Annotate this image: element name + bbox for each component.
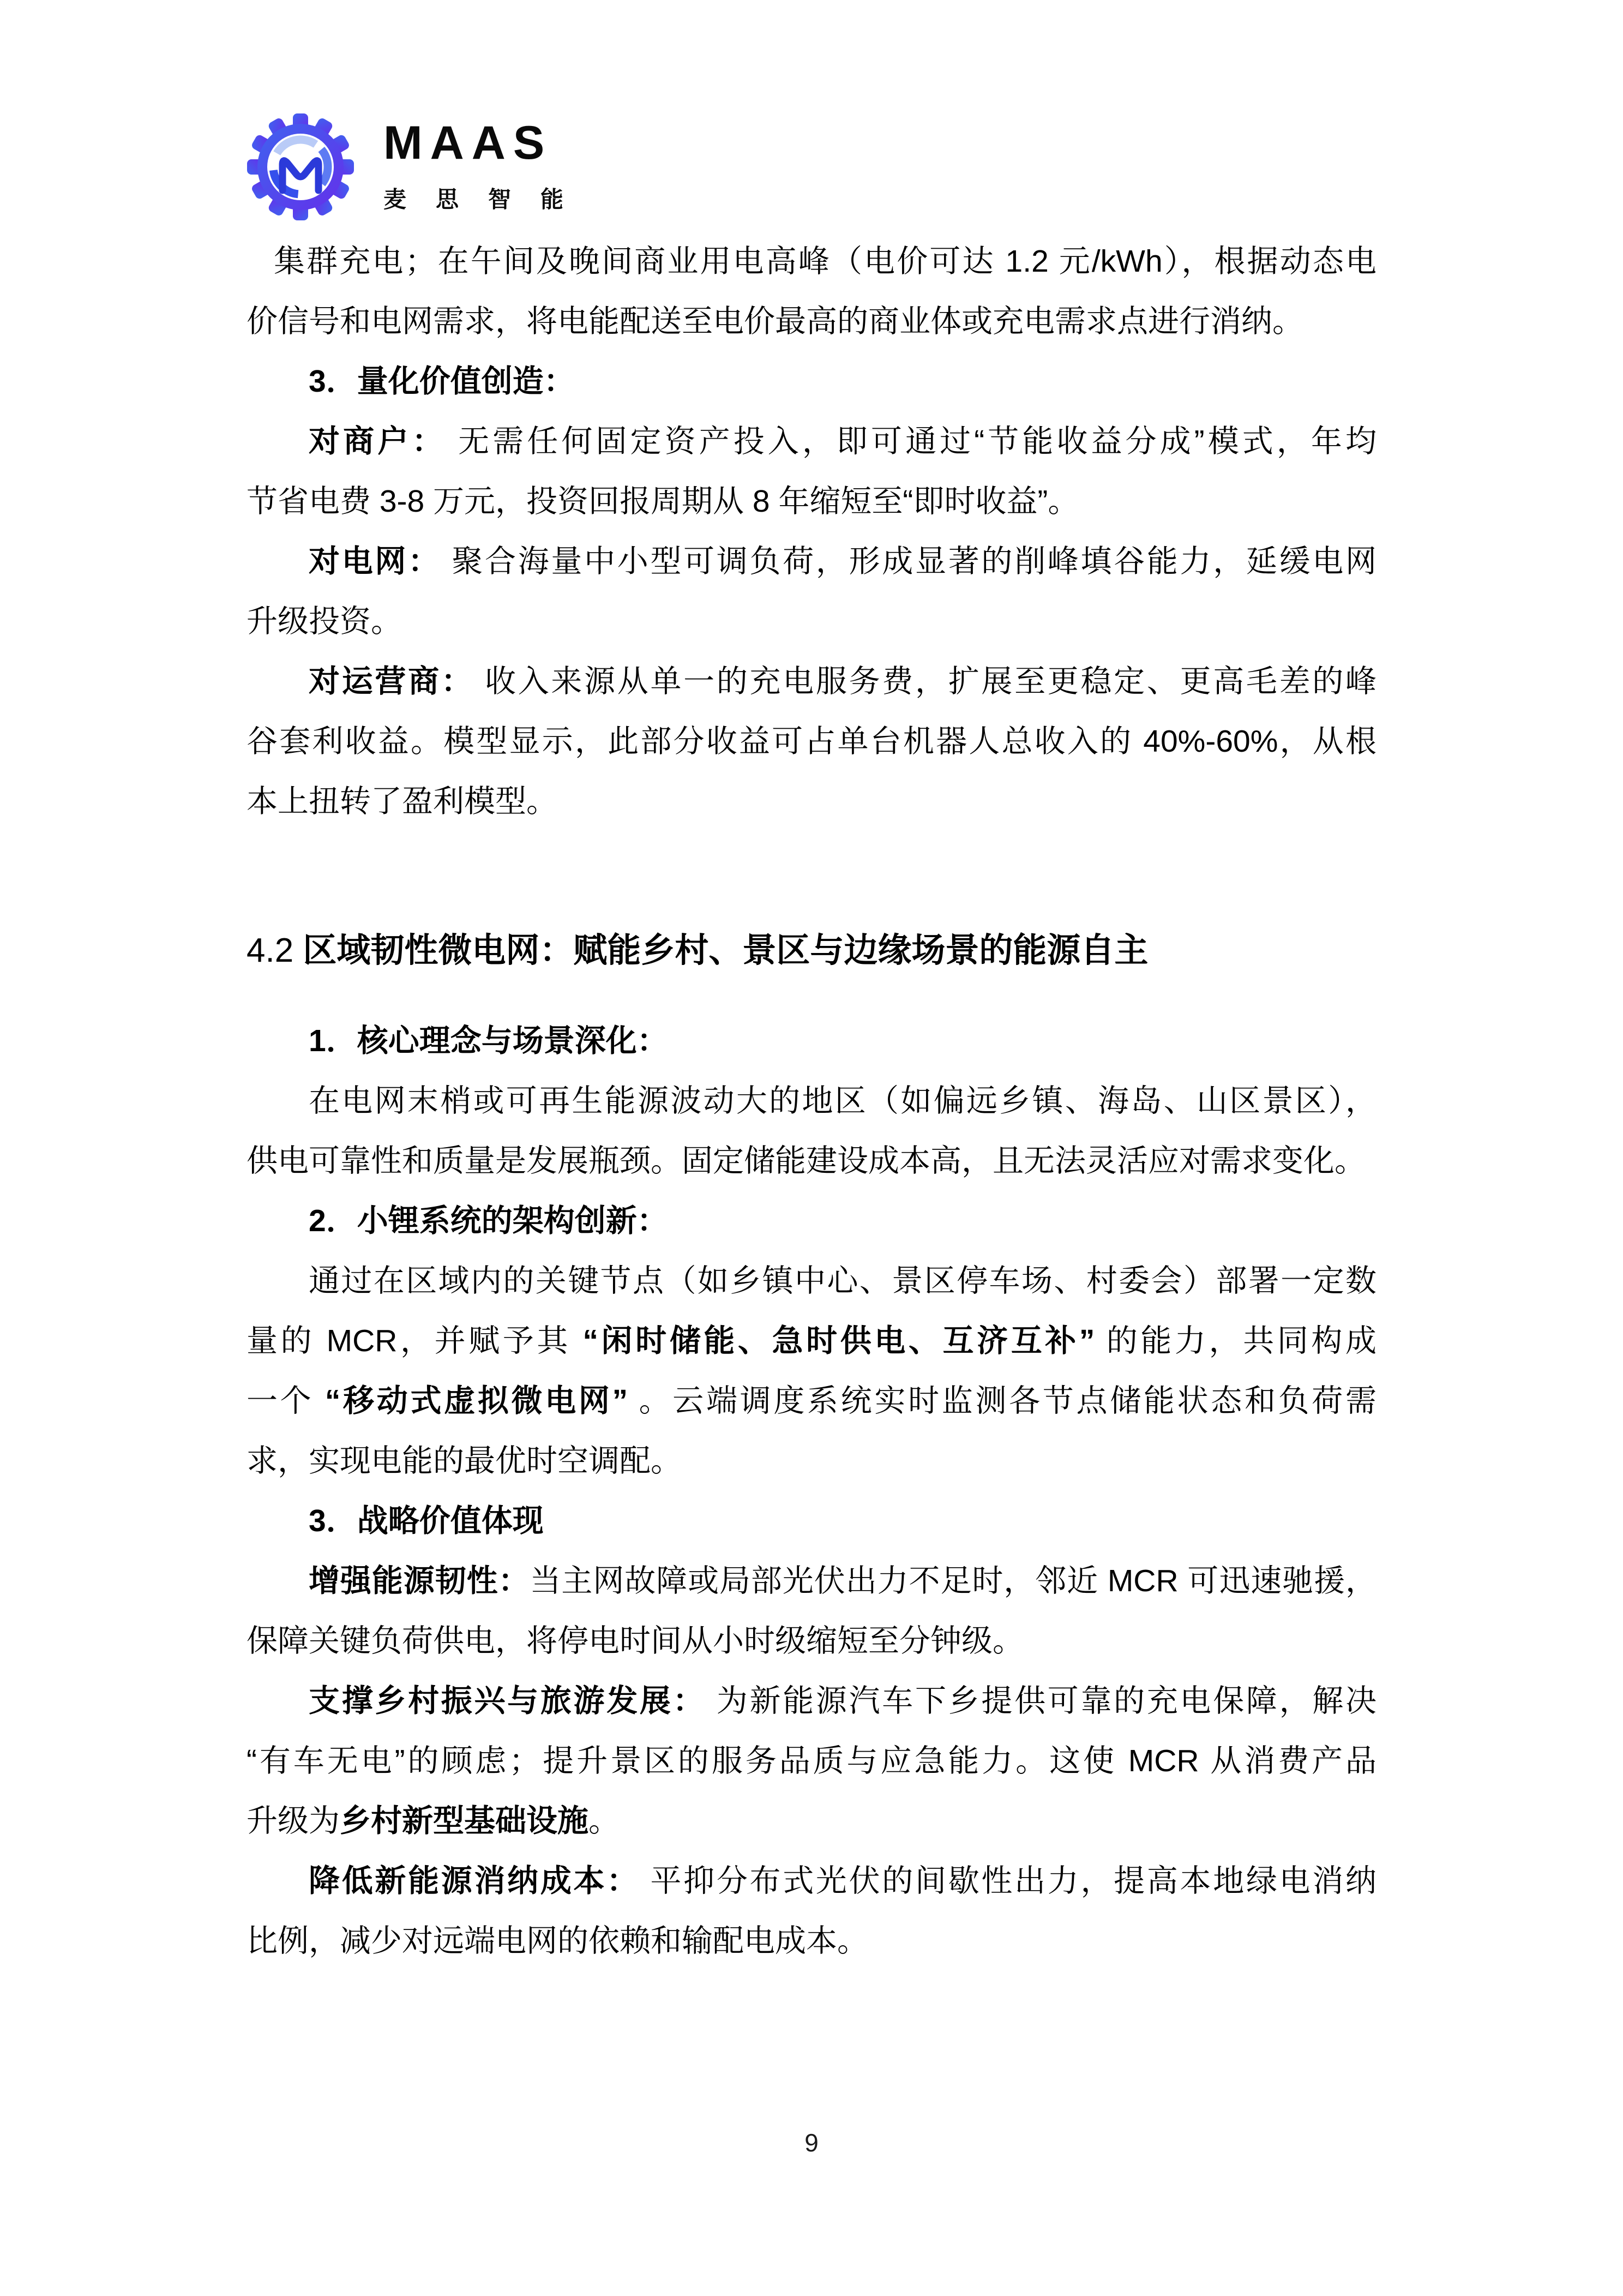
text-line: 升级为乡村新型基础设施。 <box>247 1803 620 1838</box>
text-line: 3．量化价值创造： <box>309 364 575 399</box>
brand-subtitle: 麦思智能 <box>383 187 593 212</box>
text-line: 在电网末梢或可再生能源波动大的地区（如偏远乡镇、海岛、山区景区）， <box>309 1083 1376 1118</box>
text-line: 3．战略价值体现 <box>309 1503 544 1538</box>
text-line: 增强能源韧性：当主网故障或局部光伏出力不足时，邻近 MCR 可迅速驰援， <box>309 1563 1377 1598</box>
text-line: 集群充电；在午间及晚间商业用电高峰（电价可达 1.2 元/kWh），根据动态电 <box>274 244 1376 279</box>
text-line: 节省电费 3-8 万元，投资回报周期从 8 年缩短至“即时收益”。 <box>247 484 1079 519</box>
text-line: 求，实现电能的最优时空调配。 <box>247 1443 682 1478</box>
text-line: 本上扭转了盈利模型。 <box>247 784 557 819</box>
text-line: 一个 “移动式虚拟微电网” 。云端调度系统实时监测各节点储能状态和负荷需 <box>247 1383 1376 1418</box>
gear-icon <box>246 112 355 221</box>
text-line: 供电可靠性和质量是发展瓶颈。固定储能建设成本高，且无法灵活应对需求变化。 <box>247 1143 1366 1178</box>
text-line: 通过在区域内的关键节点（如乡镇中心、景区停车场、村委会）部署一定数 <box>309 1263 1376 1298</box>
text-line: 2．小锂系统的架构创新： <box>309 1203 668 1238</box>
text-line: 对商户： 无需任何固定资产投入，即可通过“节能收益分成”模式，年均 <box>309 424 1376 459</box>
logo-text <box>383 119 593 214</box>
page-number: 9 <box>804 2129 819 2157</box>
text-line: 量的 MCR，并赋予其 “闲时储能、急时供电、互济互补” 的能力，共同构成 <box>247 1323 1377 1358</box>
page-footer <box>0 2128 1623 2157</box>
text-line: 对运营商： 收入来源从单一的充电服务费，扩展至更稳定、更高毛差的峰 <box>309 664 1376 699</box>
text-line: “有车无电”的顾虑；提升景区的服务品质与应急能力。这使 MCR 从消费产品 <box>247 1743 1376 1778</box>
text-line: 1．核心理念与场景深化： <box>309 1023 668 1058</box>
text-line: 升级投资。 <box>247 604 402 639</box>
text-line: 降低新能源消纳成本： 平抑分布式光伏的间歇性出力，提高本地绿电消纳 <box>309 1863 1377 1898</box>
text-line: 对电网： 聚合海量中小型可调负荷，形成显著的削峰填谷能力，延缓电网 <box>309 544 1377 579</box>
text-line: 谷套利收益。模型显示，此部分收益可占单台机器人总收入的 40%-60%，从根 <box>247 724 1376 759</box>
document-body <box>247 231 1376 1971</box>
text-line: 保障关键负荷供电，将停电时间从小时级缩短至分钟级。 <box>247 1623 1024 1658</box>
text-line: 价信号和电网需求，将电能配送至电价最高的商业体或充电需求点进行消纳。 <box>247 304 1303 339</box>
text-line: 比例，减少对远端电网的依赖和输配电成本。 <box>247 1923 868 1958</box>
company-logo <box>246 112 593 221</box>
text-line: 支撑乡村振兴与旅游发展： 为新能源汽车下乡提供可靠的充电保障，解决 <box>309 1683 1376 1718</box>
brand-name: MAAS <box>383 117 552 169</box>
section-heading: 4.2 区域韧性微电网：赋能乡村、景区与边缘场景的能源自主 <box>247 932 1149 969</box>
